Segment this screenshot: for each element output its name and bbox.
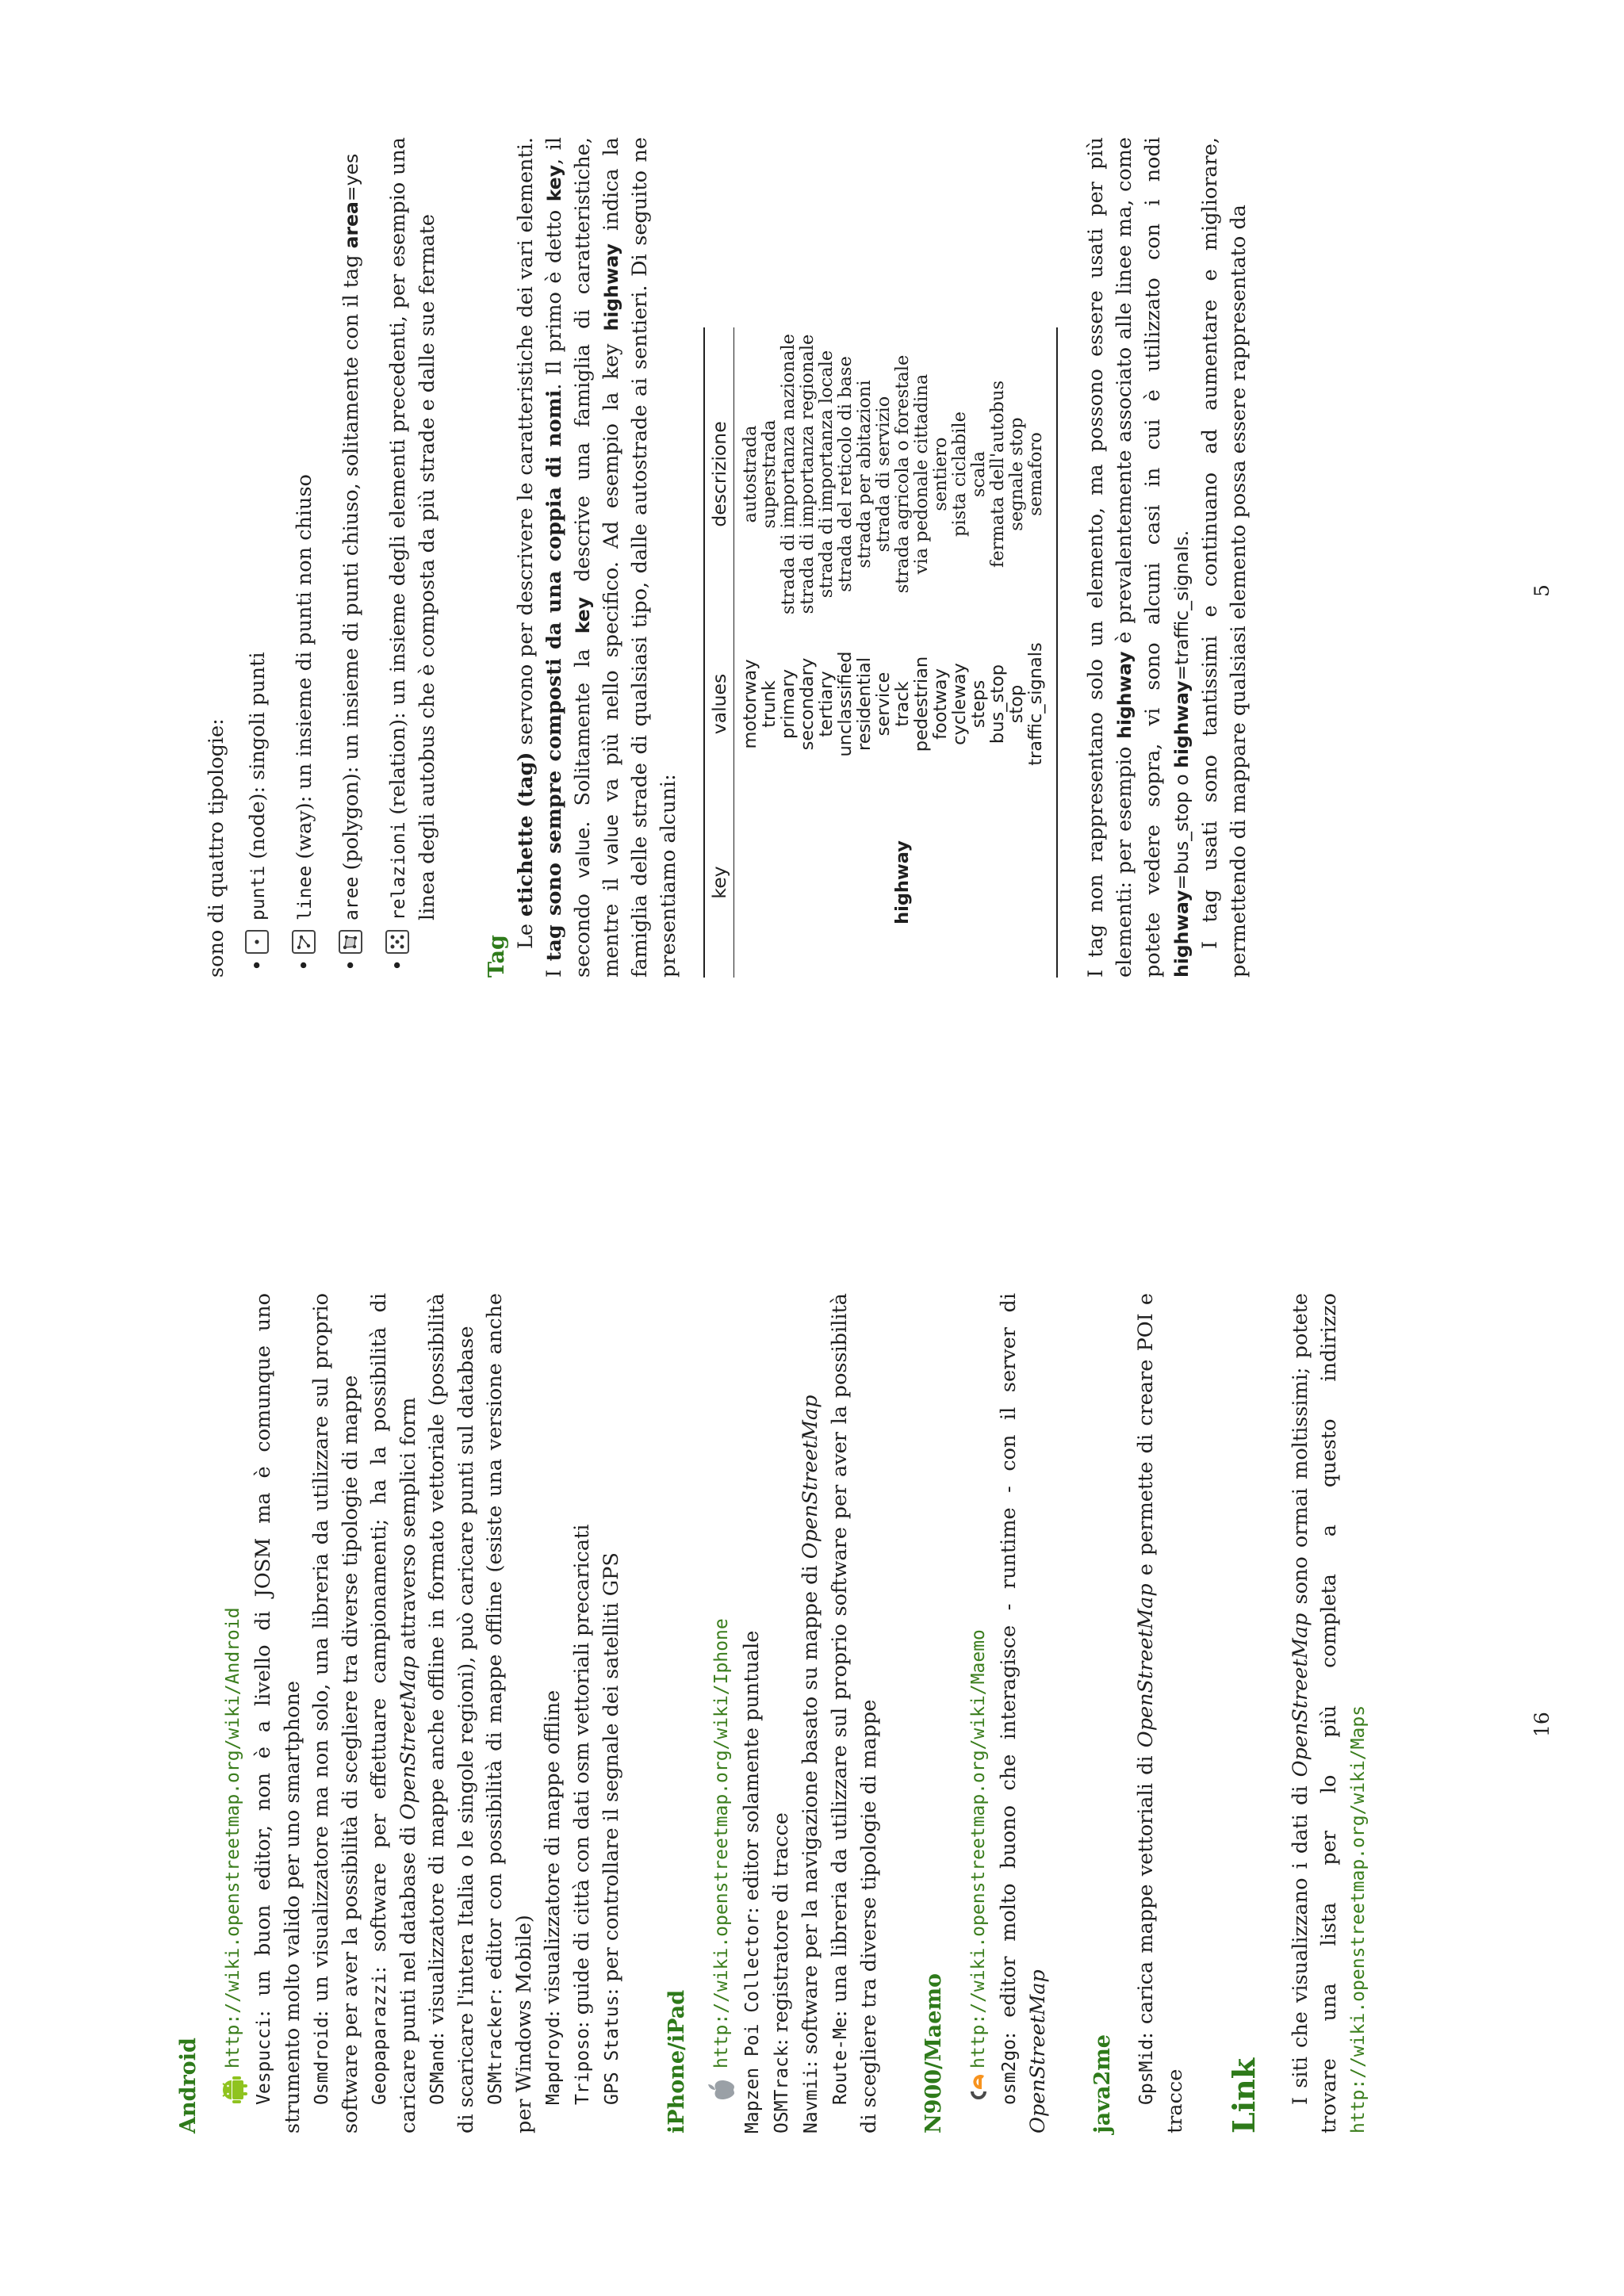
cell-value: trunk — [759, 680, 779, 728]
cell-descrizione: superstrada — [759, 419, 779, 529]
cell-value: traffic_signals — [1026, 621, 1057, 787]
android-robot-icon — [218, 2075, 248, 2105]
table-row — [1026, 327, 1057, 978]
cell-descrizione: strada di importanza nazionale — [778, 334, 799, 615]
cell-key — [1026, 787, 1057, 978]
heading-tag: Tag — [485, 935, 509, 978]
table-row — [931, 327, 950, 978]
entry-osmtrack: OSMTrack: registratore di tracce — [769, 1812, 793, 2133]
cell-key — [969, 787, 988, 978]
cell-value: footway — [930, 668, 951, 740]
entry-route-me: Route-Me: una libreria da utilizzare sul proprio software per aver la possibilità di scegliere tra diverse tipologie di mappe — [828, 1293, 881, 2133]
page-number: 5 — [1530, 584, 1553, 597]
cell-descrizione: segnale stop — [1006, 417, 1027, 531]
cell-value: cycleway — [949, 663, 970, 745]
cell-key — [950, 787, 969, 978]
cell-value: pedestrian — [911, 656, 932, 752]
entry-mapdroyd: Mapdroyd: visualizzatore di mappe offline — [541, 1689, 565, 2105]
cell-value: stop — [1006, 684, 1027, 724]
paragraph-tag-usage: I tag non rappresentano solo un elemento, ma possono essere usati per più elementi: per esempio highway è prevalentemente associato alle linee ma, come potete vedere sopra, vi sono alcuni casi in cui è utilizzato con i nodi highway=bus_stop o highway=traffic_signals. — [1084, 136, 1193, 978]
cell-key — [760, 787, 779, 978]
cell-descrizione: fermata dell'autobus — [987, 381, 1008, 568]
table-row — [874, 327, 893, 978]
cell-key — [912, 787, 931, 978]
cell-descrizione: strada agricola o forestale — [892, 354, 913, 594]
cell-key — [988, 787, 1007, 978]
cell-key — [1007, 787, 1026, 978]
cell-descrizione: sentiero — [930, 437, 951, 511]
table-row — [817, 327, 836, 978]
table-row — [798, 327, 817, 978]
table-row — [969, 327, 988, 978]
cell-key: highway — [892, 840, 913, 924]
entry-osmand: OSMand: visualizzatore di mappe anche offline in formato vettoriale (possibilità di scaricare l'intera Italia o le singole regioni), può caricare punti sul database — [425, 1293, 478, 2133]
table-row — [734, 327, 760, 978]
type-relation: • relazioni (relation): un insieme degli elementi precedenti, per esempio una linea degli autobus che è composta da più strade e dalle sue fermate — [386, 137, 439, 971]
cell-key — [817, 787, 836, 978]
maemo-logo-icon — [963, 2075, 994, 2105]
cell-value: steps — [968, 679, 989, 729]
page-16-column — [174, 1293, 1373, 2133]
entry-navmii: Navmii: software per la navigazione basato su mappe di OpenStreetMap — [799, 1395, 822, 2133]
cell-key — [836, 787, 855, 978]
heading-link: Link — [1226, 2057, 1262, 2133]
table-row — [779, 327, 798, 978]
table-row — [760, 327, 779, 978]
page-16 — [0, 1148, 1624, 2296]
heading-iphone: iPhone/iPad — [665, 1989, 689, 2133]
entry-gps-status: GPS Status: per controllare il segnale dei satelliti GPS — [599, 1552, 623, 2105]
maemo-wiki-link[interactable]: http://wiki.openstreetmap.org/wiki/Maemo — [968, 1629, 989, 2068]
entry-osmtracker: OSMtracker: editor con possibilità di mappe offline (esiste una versione anche per Windows Mobile) — [483, 1293, 536, 2133]
apple-logo-icon — [707, 2075, 737, 2105]
cell-descrizione: strada per abitazioni — [854, 380, 875, 568]
type-node: • punti (node): singoli punti — [246, 652, 270, 971]
highway-tags-table — [703, 327, 1058, 978]
cell-value: motorway — [740, 659, 760, 749]
table-body — [734, 327, 1058, 978]
cell-descrizione: scala — [968, 450, 989, 498]
table-row — [855, 327, 874, 978]
entry-mapzen: Mapzen Poi Collector: editor solamente puntuale — [740, 1630, 764, 2133]
intro-text: sono di quattro tipologie: — [205, 718, 228, 978]
entry-gpsmid: GpsMid: carica mappe vettoriali di OpenStreetMap e permette di creare POI e tracce — [1134, 1293, 1187, 2133]
paragraph-tag-count: I tag usati sono tantissimi e continuano ad aumentare e migliorare, permettendo di mappare qualsiasi elemento possa essere rappresentato da — [1198, 137, 1251, 978]
cell-descrizione: strada di servizio — [873, 396, 894, 553]
relation-icon — [385, 930, 409, 954]
table-row — [836, 327, 855, 978]
cell-value: tertiary — [816, 671, 837, 737]
cell-descrizione: autostrada — [740, 425, 760, 523]
table-header-row — [704, 327, 734, 978]
cell-key — [855, 787, 874, 978]
table-row — [988, 327, 1007, 978]
page-number: 16 — [1530, 1712, 1553, 1737]
cell-descrizione: strada di importanza locale — [816, 350, 837, 599]
way-icon — [292, 930, 316, 954]
cell-descrizione: via pedonale cittadina — [911, 373, 932, 575]
type-way: • linee (way): un insieme di punti non chiuso — [293, 474, 316, 971]
cell-key — [734, 787, 760, 978]
table-row — [893, 327, 912, 978]
cell-value: primary — [778, 668, 799, 740]
node-icon — [245, 930, 269, 954]
cell-key — [779, 787, 798, 978]
element-types-list — [243, 137, 442, 978]
heading-android: Android — [176, 2038, 201, 2133]
cell-key — [931, 787, 950, 978]
cell-descrizione: strada del reticolo di base — [835, 356, 856, 592]
heading-maemo: N900/Maemo — [921, 1973, 946, 2133]
cell-value: track — [892, 681, 913, 727]
table-row — [912, 327, 931, 978]
header-descrizione: descrizione — [704, 327, 734, 621]
cell-value: unclassified — [835, 651, 856, 757]
entry-triposo: Triposo: guide di città con dati osm vettoriali precaricati — [570, 1524, 594, 2105]
maemo-link-line — [963, 1293, 994, 2105]
iphone-link-line — [706, 1293, 737, 2105]
cell-descrizione: pista ciclabile — [949, 411, 970, 537]
table-row — [1007, 327, 1026, 978]
paragraph-tag-intro: Le etichette (tag) servono per descrivere le caratteristiche dei vari elementi. I tag sono sempre composti da una coppia di nomi. Il primo è detto key, il secondo value. Solitamente la key descrive una famiglia di caratteristiche, mentre il value va più nello specifico. Ad esempio la key highway indica la famiglia delle strade di qualsiasi tipo, dalle autostrade ai sentieri. Di seguito ne presentiamo alcuni: — [514, 137, 680, 978]
iphone-wiki-link[interactable]: http://wiki.openstreetmap.org/wiki/Iphone — [711, 1618, 732, 2068]
android-link-line — [217, 1293, 249, 2105]
entry-vespucci: Vespucci: un buon editor, non è a livello di JOSM ma è comunque uno strumento molto valido per uno smartphone — [251, 1293, 304, 2133]
cell-key — [874, 787, 893, 978]
entry-geopaparazzi: Geopaparazzi: software per effettuare campionamenti; ha la possibilità di caricare punti nel database di OpenStreetMap attraverso semplici form — [367, 1293, 420, 2133]
maps-wiki-link[interactable]: http://wiki.openstreetmap.org/wiki/Maps — [1348, 1705, 1369, 2133]
cell-key — [798, 787, 817, 978]
table-row — [950, 327, 969, 978]
header-key: key — [704, 787, 734, 978]
area-icon — [339, 930, 362, 954]
cell-value: secondary — [797, 657, 818, 751]
heading-java2me: java2me — [1090, 2034, 1115, 2133]
paragraph-link: I siti che visualizzano i dati di OpenStreetMap sono ormai moltissimi; potete trovare una lista per lo più completa a questo indirizzo http://wiki.openstreetmap.org/wiki/Maps — [1289, 1293, 1369, 2133]
header-values: values — [704, 621, 734, 787]
type-area: • aree (polygon): un insieme di punti chiuso, solitamente con il tag area=yes — [339, 153, 363, 971]
entry-osm2go: osm2go: editor molto buono che interagisce - runtime - con il server di OpenStreetMap — [997, 1293, 1050, 2133]
cell-descrizione: semaforo — [1026, 327, 1057, 621]
page-5-column — [202, 137, 1253, 978]
entry-osmdroid: Osmdroid: un visualizzatore ma non solo, una libreria da utilizzare sul proprio software per aver la possibilità di scegliere tra diverse tipologie di mappe — [309, 1293, 362, 2133]
cell-value: residential — [854, 656, 875, 752]
cell-value: service — [873, 672, 894, 737]
cell-descrizione: strada di importanza regionale — [797, 334, 818, 614]
android-wiki-link[interactable]: http://wiki.openstreetmap.org/wiki/Android — [223, 1607, 243, 2068]
cell-value: bus_stop — [987, 664, 1008, 744]
